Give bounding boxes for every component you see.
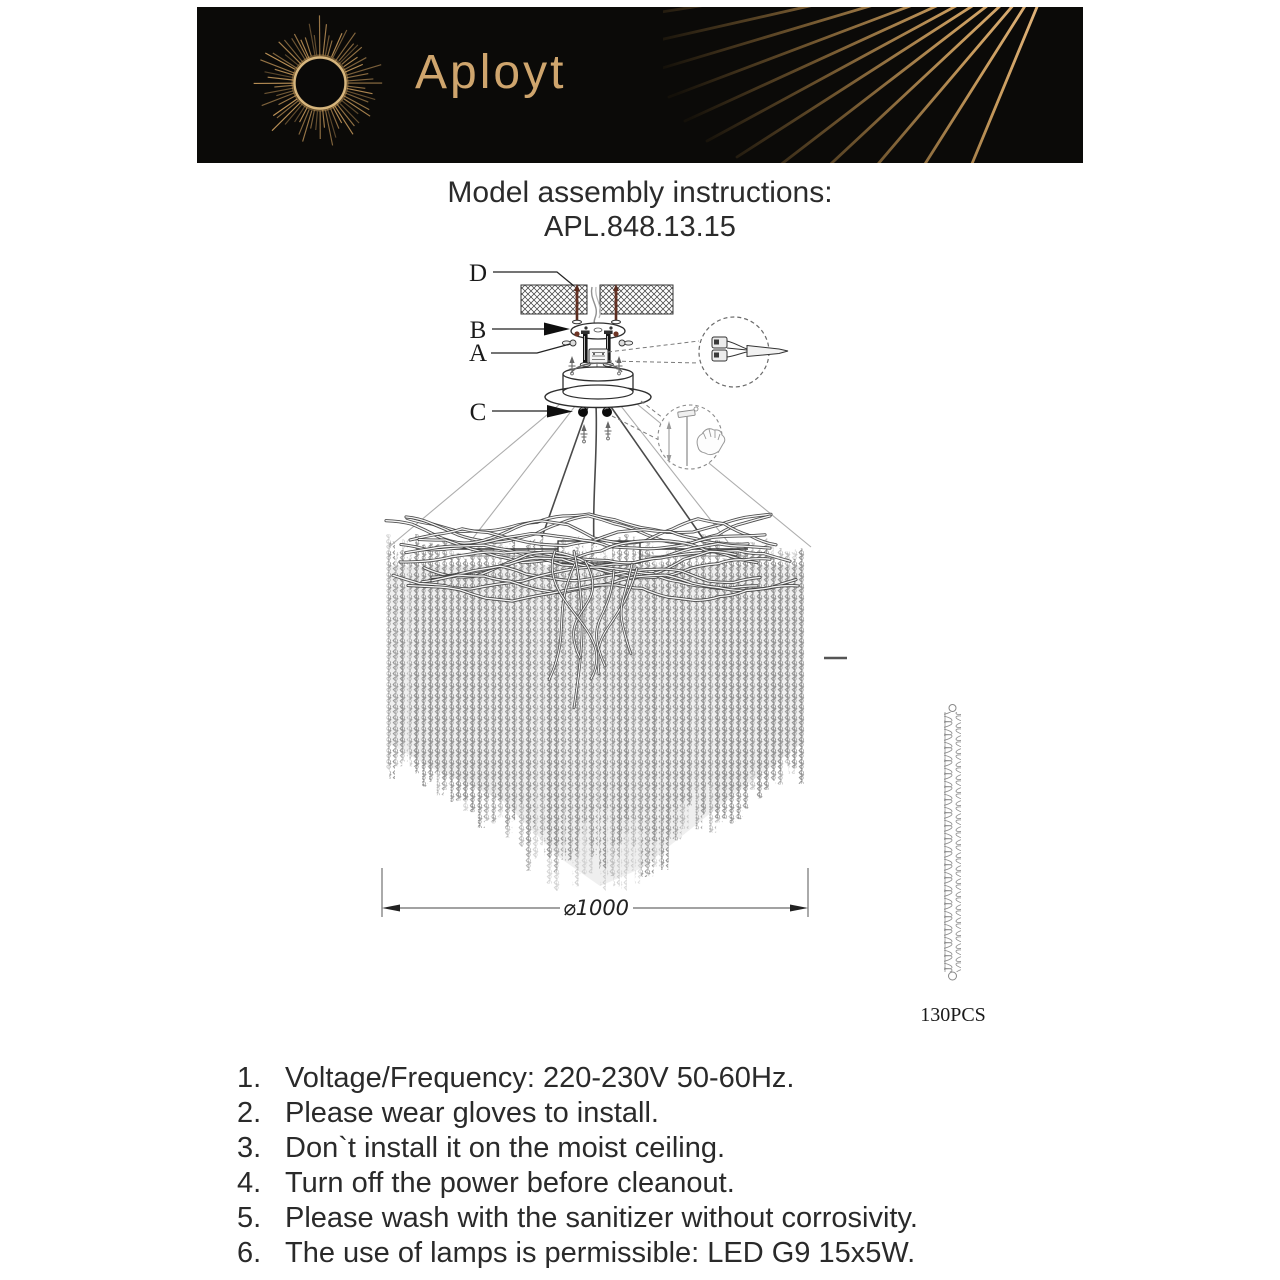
ceiling-hatch-right: [600, 285, 673, 314]
instruction-item: 5. Please wash with the sanitizer without corrosivity.: [237, 1202, 918, 1234]
connector-detail-circle: [699, 317, 788, 387]
canopy: [545, 363, 651, 408]
instruction-item: 2. Please wear gloves to install.: [237, 1097, 659, 1129]
part-label-c: C: [469, 399, 487, 426]
instructions-list: [237, 1061, 918, 1271]
wing-nuts: [562, 340, 632, 346]
ceiling-mount-assembly: [491, 272, 788, 469]
part-label-a: A: [468, 340, 488, 367]
instruction-item: 1. Voltage/Frequency: 220-230V 50-60Hz.: [237, 1062, 795, 1094]
sample-strand: [920, 705, 986, 1027]
diameter-dimension-label: ⌀1000: [562, 896, 630, 920]
part-label-b: B: [469, 317, 487, 344]
terminal-block: [589, 349, 608, 363]
instruction-item: 4. Turn off the power before cleanout.: [237, 1167, 735, 1199]
canopy-bolts: [578, 407, 612, 417]
mounting-bracket: [571, 323, 625, 339]
brand-name: Aployt: [415, 46, 567, 99]
instruction-item: 6. The use of lamps is permissible: LED G9 15x5W.: [237, 1237, 916, 1269]
page-title: Model assembly instructions:: [447, 176, 833, 209]
suspension-wires: [389, 399, 811, 547]
part-label-d: D: [468, 260, 488, 287]
strand-count-label: 130PCS: [920, 1004, 986, 1026]
adjustment-detail-circle: [658, 405, 725, 469]
instruction-item: 3. Don`t install it on the moist ceiling.: [237, 1132, 726, 1164]
model-number: APL.848.13.15: [544, 211, 736, 243]
